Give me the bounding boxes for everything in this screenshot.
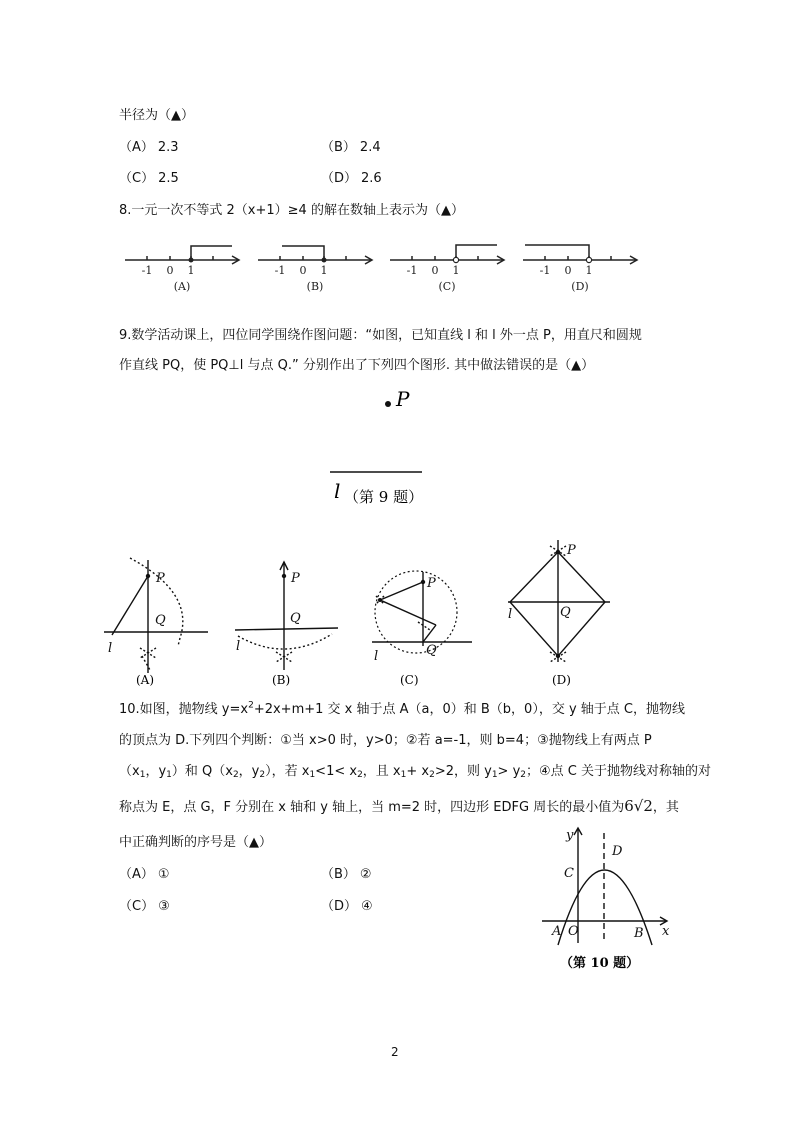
q9b-q: Q [290,611,301,626]
q8-c-tick-0: 0 [431,264,439,277]
q10-fig-x: x [662,924,670,939]
q9-caption: （第 9 题） [344,488,424,506]
q9-line-l: l [334,479,341,503]
q10-line4: 称点为 E，点 G，F 分别在 x 轴和 y 轴上，当 m=2 时，四边形 EDFG 周长的最小值为6√2，其 [119,797,679,815]
q8-b-label: (B) [306,280,324,293]
q8-b-tick-1: 1 [320,264,328,277]
q10-option-c: （C） ③ [119,899,170,914]
q8-a-tick-neg1: -1 [141,264,153,277]
q9d-l: l [508,607,513,622]
q7-option-a: （A） 2.3 [119,140,179,155]
q8-c-tick-1: 1 [452,264,460,277]
q10-line3: （$x_1$，$y_1$）和 $Q(x_2$，$y_2$），若 $x_1<1< x_2$，且 $x_1+ x_2>2$，则 $y_1> y_2$；④点 C 关于抛物线对称轴的对 [119,764,711,780]
q9d-label: (D) [552,673,571,687]
q10-fig-y: y [566,828,574,843]
q9-line2: 作直线 PQ，使 PQ⊥l 与点 Q.” 分别作出了下列四个图形. 其中做法错误的是（▲） [119,358,595,373]
q10-fig-o: O [568,924,579,939]
q10-fig-d: D [612,844,623,859]
q10-fig-b: B [634,926,644,941]
q10-fig-c: C [564,866,574,881]
q9b-l: l [236,639,241,654]
q10-line5: 中正确判断的序号是（▲） [119,835,272,850]
q8-d-label: (D) [571,280,589,293]
q10-line2: 的顶点为 D.下列四个判断：①当 x>0 时，y>0；②若 a=-1，则 b=4；③抛物线上有两点 P [119,733,652,748]
page-number: 2 [391,1045,399,1059]
q9a-l: l [108,641,113,656]
q9c-q: Q [426,643,437,658]
q10-option-a: （A） ① [119,867,170,882]
q9a-q: Q [155,613,166,628]
q7-option-d: （D） 2.6 [321,171,382,186]
q9-line1: 9.数学活动课上，四位同学围绕作图问题：“如图，已知直线 l 和 l 外一点 P，用直尺和圆规 [119,328,642,343]
q7-option-c: （C） 2.5 [119,171,179,186]
q9c-l: l [374,649,379,664]
q9a-p: P [156,571,165,586]
q8-d-tick-1: 1 [585,264,593,277]
q9d-p: P [567,543,576,558]
q9c-label: (C) [400,673,419,687]
q9d-q: Q [560,605,571,620]
q10-fig-a: A [552,924,562,939]
q7-tail: 半径为（▲） [119,108,194,123]
q8-c-label: (C) [438,280,456,293]
q10-min-value: 6√2 [624,797,653,815]
q10-caption: （第 10 题） [560,956,640,971]
q9b-label: (B) [272,673,291,687]
q10-line1: 10.如图，抛物线 $y=x^2+2x+m+1$ 交 x 轴于点 A（a，0）和 B（b，0），交 y 轴于点 C，抛物线 [119,700,685,717]
q8-c-tick-neg1: -1 [406,264,418,277]
q9c-p: P [427,576,436,591]
q7-option-b: （B） 2.4 [321,140,381,155]
q9a-label: (A) [136,673,155,687]
q8-a-tick-1: 1 [187,264,195,277]
q10-parabola-figure [538,825,678,975]
q8-a-tick-0: 0 [166,264,174,277]
q8-d-tick-0: 0 [564,264,572,277]
q9-figures [100,538,620,688]
q8-number-lines [120,238,650,298]
q9b-p: P [291,571,300,586]
q10-option-b: （B） ② [321,867,372,882]
q8-a-label: (A) [173,280,191,293]
q8-d-tick-neg1: -1 [539,264,551,277]
q8-b-tick-0: 0 [299,264,307,277]
q9-point-p: P [396,387,410,411]
q9-given-figure [326,388,446,518]
q8-b-tick-neg1: -1 [274,264,286,277]
q8-text: 8.一元一次不等式 2（x+1）≥4 的解在数轴上表示为（▲） [119,203,464,218]
q10-option-d: （D） ④ [321,899,373,914]
